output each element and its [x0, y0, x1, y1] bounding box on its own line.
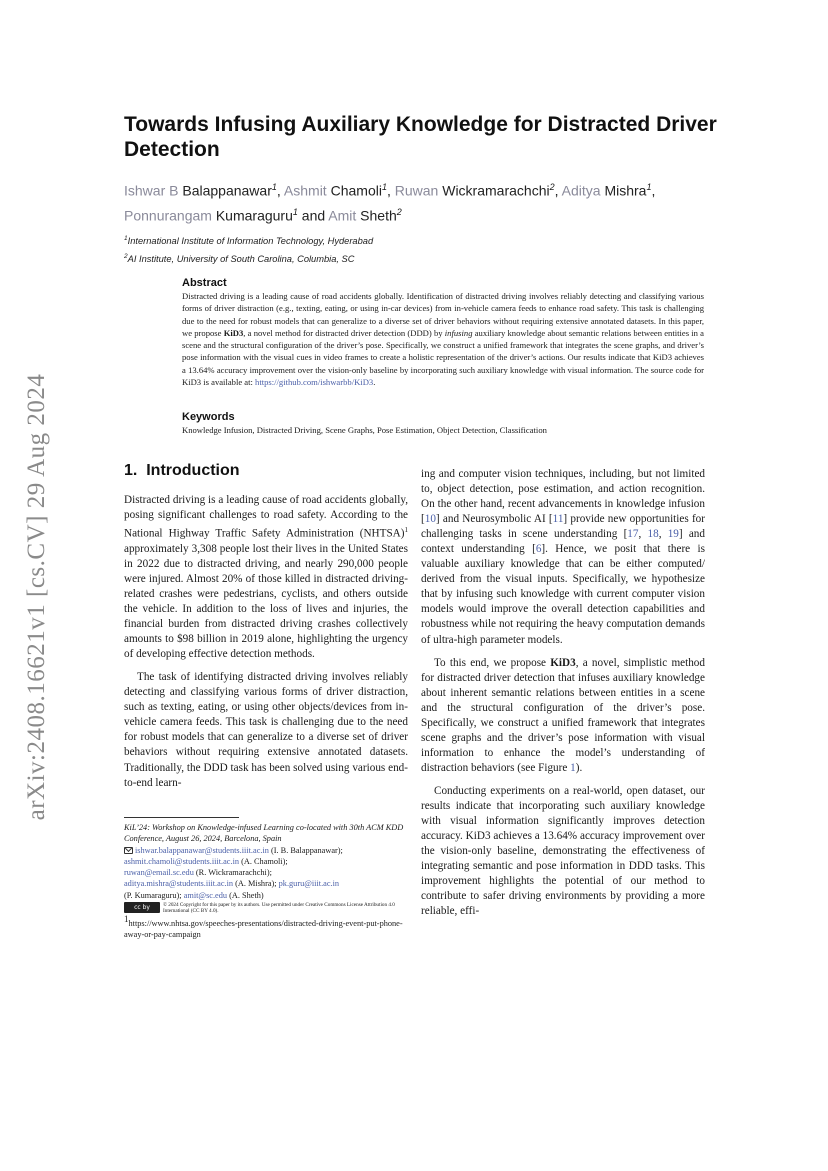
author-affil-sup: 1 [271, 182, 277, 192]
footnote-1: 1https://www.nhtsa.gov/speeches-presentations/distracted-driving-event-put-phone-away-or-pay-campaign [124, 914, 403, 940]
affiliation-line [124, 249, 724, 267]
intro-paragraph: Distracted driving is a leading cause of road accidents globally, posing significant challenges to road safety. According to the National Highway Traffic Safety Administration (NHTSA)$^1$ approximately 3,308 people lost their lives in the United States in 2022 due to distracted driving, and nearly 290,000 people were injured. Almost 20% of those killed in distracted driving-related crashes were pedestrians, cyclists, and others outside the vehicle. In addition to the loss of lives and injuries, the financial burden from distracted driving crashes collectively amounts to $98 billion in 2019 alone, highlighting the urgency of developing effective detection methods. [124, 494, 408, 661]
affiliation-sup: 2 [124, 253, 128, 261]
source-code-link[interactable]: https://github.com/ishwarbb/KiD3 [255, 377, 374, 388]
author-affil-sup: 2 [549, 182, 555, 192]
email-link[interactable]: aditya.mishra@students.iiit.ac.in [124, 879, 234, 889]
venue-note: KiL’24: Workshop on Knowledge-infused Learning co-located with 30th ACM KDD Conference, August 26, 2024, Barcelona, Spain [124, 823, 404, 844]
intro-paragraph: The task of identifying distracted driving involves reliably detecting and classifying various forms of driver distraction, such as texting, eating, or using other objects/devices from in-vehicle camera feeds. This task is challenging due to the need for robust models that can generalize to a diverse set of driver behaviors without requiring extensive annotated datasets. Traditionally, the DDD task has been solved using various end-to-end learn- [124, 671, 408, 789]
method-name: KiD3 [550, 656, 576, 669]
citation-link[interactable]: 6 [535, 543, 542, 556]
intro-paragraph: ing and computer vision techniques, including, but not limited to, object detection, pose estimation, and action recognition. On the other hand, recent advancements in knowledge infusion [10] and Neurosymbolic AI [11] provide new opportunities for challenging tasks in scene understanding [17, 18, 19] and context understanding [6]. Hence, we posit that there is valuable auxiliary knowledge that can be either computed/ derived from the visual inputs. Specifically, we hypothesize that by infusing such knowledge with current computer vision models would improve the overall detection capabilities and robustness while not requiring the heavy computation demands of ultra-high parameter models. [421, 468, 705, 646]
affiliation-line [124, 231, 724, 249]
email-icon [124, 847, 133, 854]
abstract-text: Distracted driving is a leading cause of road accidents globally. Identification of distracted driving involves reliably detecting and classifying various forms of driver distraction (e.g., texting, eating, or using in-car devices) from in-vehicle camera feeds to enhance road safety. This task is challenging due to the need for robust models that can generalize to a diverse set of driver behaviors without requiring extensive annotated datasets. In this paper, we propose KiD3, a novel method for distracted driver detection (DDD) by infusing auxiliary knowledge about semantic relations between entities in a scene and the structural configuration of the driver’s pose. Specifically, we construct a unified framework that integrates the scene graphs, and driver’s pose information with the visual cues in video frames to create a holistic representation of the driver’s actions. Our results indicate that KiD3 achieves a 13.64% accuracy improvement over the vision-only baseline by incorporating such auxiliary knowledge with visual information. The source code for KiD3 is available at: https://github.com/ishwarbb/KiD3. [182, 291, 705, 388]
abstract [182, 277, 704, 388]
footnote-marker[interactable]: 1 [404, 526, 408, 535]
author-last-name: Wickramarachchi [442, 182, 550, 199]
author-last-name: Mishra [604, 182, 647, 199]
contact-emails: ishwar.balappanawar@students.iiit.ac.in (I. B. Balappanawar); ashmit.chamoli@students.iiit.ac.in (A. Chamoli); ruwan@email.sc.edu (R. Wickramarachchi); aditya.mishra@students.iiit.ac.in (A. Mishra); pk.guru@iiit.ac.in (P. Kumaraguru); amit@sc.edu (A. Sheth) [124, 845, 343, 900]
author-and: and [301, 207, 326, 224]
footnote-url[interactable]: https://www.nhtsa.gov/speeches-presentations/distracted-driving-event-put-phone-away-or-pay-campaign [124, 918, 403, 940]
left-column [124, 493, 408, 791]
author-affil-sup: 1 [292, 206, 298, 217]
abstract-heading: Abstract [182, 277, 227, 289]
right-column [421, 467, 705, 919]
email-link[interactable]: amit@sc.edu [183, 890, 228, 900]
affiliation-text: AI Institute, University of South Carolina, Columbia, SC [127, 254, 355, 265]
email-link[interactable]: ishwar.balappanawar@students.iiit.ac.in [135, 845, 269, 855]
keywords [182, 411, 704, 436]
intro-paragraph: Conducting experiments on a real-world, open dataset, our results indicate that incorporating such auxiliary knowledge with visual information significantly improves detection accuracy. KiD3 achieves a 13.64% accuracy improvement over the vision-only baseline, demonstrating the effectiveness of integrating semantic and pose information in DDD tasks. This improvement highlights the potential of our method to contribute to safer driving environments by providing a more reliable, effi- [421, 784, 705, 918]
author-affil-sup: 1 [381, 182, 387, 192]
figure-link[interactable]: 1 [570, 761, 576, 774]
keywords-text: Knowledge Infusion, Distracted Driving, Scene Graphs, Pose Estimation, Object Detection, Classification [182, 425, 547, 435]
email-link[interactable]: ruwan@email.sc.edu [124, 868, 194, 878]
method-name: KiD3 [223, 327, 244, 338]
citation-link[interactable]: 18 [647, 528, 659, 541]
license-text: © 2024 Copyright for this paper by its authors. Use permitted under Creative Commons License Attribution 4.0 International (CC BY 4.0). [163, 902, 395, 915]
cc-by-icon[interactable]: cc by [124, 902, 160, 913]
author-first-name: Ponnurangam [124, 207, 212, 224]
affiliations [124, 231, 724, 267]
license-row [124, 902, 414, 914]
author-affil-sup: 1 [646, 182, 652, 192]
author-last-name: Kumaraguru [215, 207, 293, 224]
citation-link[interactable]: 19 [667, 528, 679, 541]
keywords-heading: Keywords [182, 411, 235, 423]
citation-link[interactable]: 11 [552, 513, 564, 526]
author-first-name: Amit [328, 207, 357, 224]
email-link[interactable]: pk.guru@iiit.ac.in [278, 879, 340, 889]
author-last-name: Balappanawar [182, 182, 272, 199]
author-last-name: Chamoli [330, 182, 382, 199]
email-link[interactable]: ashmit.chamoli@students.iiit.ac.in [124, 856, 240, 866]
author-affil-sup: 2 [396, 206, 402, 217]
affiliation-text: International Institute of Information Technology, Hyderabad [127, 236, 374, 247]
footnotes [124, 822, 414, 940]
author-first-name: Ruwan [394, 182, 439, 199]
author-first-name: Aditya [561, 182, 601, 199]
citation-link[interactable]: 10 [424, 513, 436, 526]
footnote-rule [124, 817, 239, 818]
author-first-name: Ashmit [283, 182, 327, 199]
paper-title: Towards Infusing Auxiliary Knowledge for Distracted Driver Detection [124, 113, 717, 161]
affiliation-sup: 1 [124, 235, 128, 242]
section-heading-introduction: 1. Introduction [124, 462, 240, 479]
citation-link[interactable]: 17 [627, 528, 639, 541]
author-first-name: Ishwar B [124, 182, 179, 199]
intro-paragraph: To this end, we propose KiD3, a novel, simplistic method for distracted driver detection that infuses auxiliary knowledge about inherent semantic relations between entities in a scene and the structural configuration of the driver’s pose. Specifically, we construct a unified framework that integrates scene graphs and the driver’s pose information with visual information to enhance the model’s understanding of distraction behaviors (see Figure 1). [421, 656, 705, 774]
author-last-name: Sheth [360, 207, 397, 224]
arxiv-stamp: arXiv:2408.16621v1 [cs.CV] 29 Aug 2024 [23, 373, 50, 821]
author-list: Ishwar B Balappanawar$^1$, Ashmit Chamoli$^1$, Ruwan Wickramarachchi$^2$, Aditya Mishra$^1$, Ponnurangam Kumaraguru$^1$ and Amit Sheth$^2$ [124, 182, 656, 224]
